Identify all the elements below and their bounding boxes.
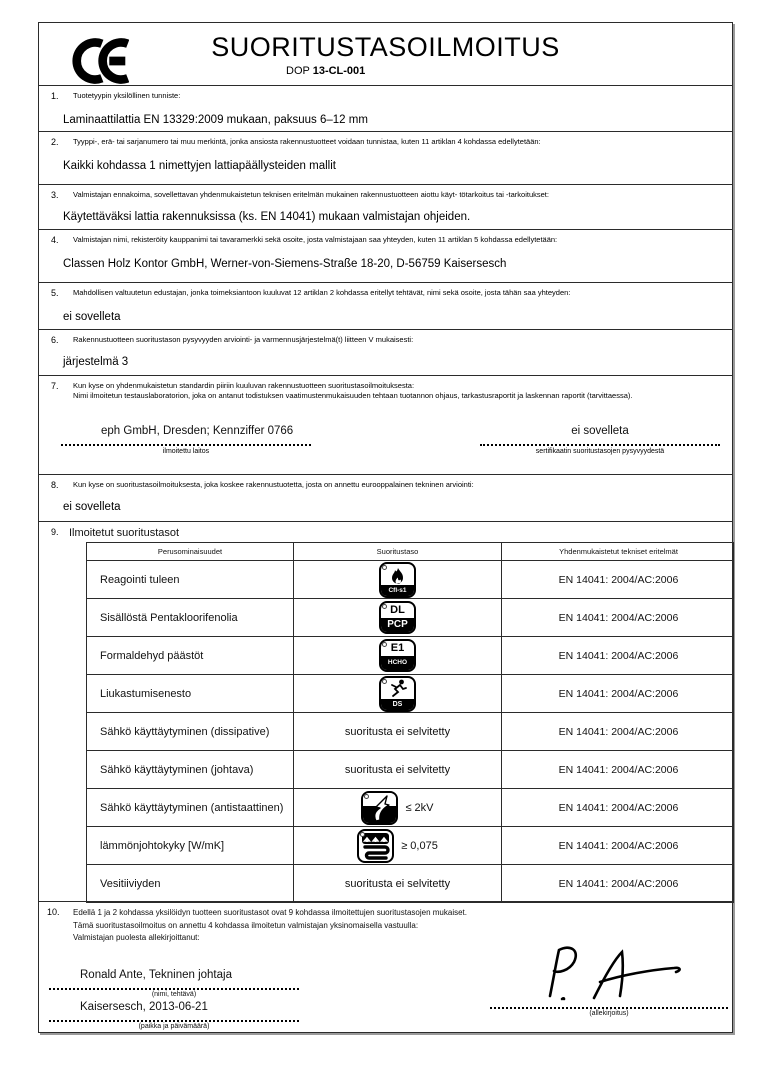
section-9 [39,521,732,901]
section-label: Mahdollisen valtuutetun edustajan, jonka toimeksiantoon kuuluvat 12 artiklan 2 kohdassa eritellyt tehtävät, nimi sekä osoite, josta tähän saa yhteyden: [73,288,571,297]
table-row [87,864,733,902]
table-row [87,788,733,826]
spec-cell: EN 14041: 2004/AC:2006 [501,789,735,826]
spec-cell: EN 14041: 2004/AC:2006 [501,637,735,674]
section-7 [39,375,732,474]
fire-rating-label: Cfl-s1 [381,585,414,596]
formaldehyde-icon-top-label: E1 [390,642,405,654]
performance-cell [293,561,501,598]
section-number: 6. [51,335,59,345]
column-header-characteristics: Perusominaisuudet [157,547,223,556]
notified-body-caption: ilmoitettu laitos [162,448,210,455]
section-4 [39,229,732,282]
pcp-content-icon [379,601,416,634]
characteristic-cell: Sisällöstä Pentakloorifenolia [100,611,238,624]
formaldehyde-icon-bottom-label: HCHO [381,656,414,670]
thermal-conductivity-icon [357,829,394,863]
dop-label: DOP [286,65,310,77]
performance-cell [293,827,501,864]
section-6 [39,329,732,375]
performance-cell: suoritusta ei selvitetty [293,865,501,902]
performance-cell [293,599,501,636]
dotted-line [61,437,311,446]
spec-cell: EN 14041: 2004/AC:2006 [501,561,735,598]
table-title: Ilmoitetut suoritustasot [69,527,180,539]
section-number: 3. [51,190,59,200]
notified-body-value: eph GmbH, Dresden; Kennziffer 0766 [101,425,294,437]
column-header-performance: Suoritustaso [293,543,501,560]
section-label: Kun kyse on yhdenmukaistetun standardin piiriin kuuluvan rakennustuotteen suoritustasoilmoituksesta: [73,381,415,390]
thermal-value: ≥ 0,075 [401,839,438,852]
signature-caption: (allekirjoitus) [589,1010,629,1017]
section-number: 8. [51,480,59,490]
table-row [87,560,733,598]
formaldehyde-class-icon [379,639,416,672]
column-header-specs: Yhdenmukaistetut tekniset eritelmät [501,543,735,560]
section-value: Laminaattilattia EN 13329:2009 mukaan, paksuus 6–12 mm [63,114,368,126]
spec-cell: EN 14041: 2004/AC:2006 [501,713,735,750]
table-row [87,636,733,674]
performance-cell [293,637,501,674]
performance-cell [293,789,501,826]
certificate-slot [480,425,720,455]
section-number: 7. [51,381,59,391]
section-8 [39,474,732,521]
signatory-block [49,969,299,1030]
slip-resistance-label: DS [381,699,414,710]
antistatic-icon [361,791,398,825]
section-number: 10. [47,907,60,917]
dotted-line [480,437,720,446]
performance-table [86,542,734,903]
spec-cell: EN 14041: 2004/AC:2006 [501,599,735,636]
spec-cell: EN 14041: 2004/AC:2006 [501,865,735,902]
document-header [39,23,732,85]
dotted-line [490,1000,728,1009]
fire-rating-icon [379,562,416,598]
characteristic-cell: lämmönjohtokyky [W/mK] [100,839,225,852]
section-value: järjestelmä 3 [63,356,129,368]
place-caption: (paikka ja päivämäärä) [138,1022,210,1030]
declaration-of-performance-document [38,22,733,1033]
table-row [87,750,733,788]
characteristic-cell: Sähkö käyttäytyminen (johtava) [100,763,254,776]
certificate-value: ei sovelleta [571,425,629,437]
section-label: Tyyppi-, erä- tai sarjanumero tai muu merkintä, jonka ansiosta rakennustuotteet voidaan tunnistaa, kuten 11 artiklan 4 kohdassa edellytetään: [73,137,541,146]
section-2 [39,131,732,184]
performance-cell: suoritusta ei selvitetty [293,751,501,788]
spec-cell: EN 14041: 2004/AC:2006 [501,675,735,712]
table-row [87,826,733,864]
spec-cell: EN 14041: 2004/AC:2006 [501,827,735,864]
antistatic-value: ≤ 2kV [405,801,434,814]
section-label: Kun kyse on suoritustasoilmoituksesta, joka koskee rakennustuotetta, josta on annettu eurooppalainen tekninen arviointi: [73,480,474,489]
characteristic-cell: Formaldehyd päästöt [100,649,204,662]
signatory-name: Ronald Ante, Tekninen johtaja [80,968,232,981]
section-number: 9. [51,527,59,537]
dotted-line [49,981,299,990]
section-10 [39,901,732,1034]
notified-body-slot [61,425,311,455]
place-and-date: Kaisersesch, 2013-06-21 [80,1000,208,1013]
declaration-line: Valmistajan puolesta allekirjoittanut: [73,933,200,942]
name-caption: (nimi, tehtävä) [151,990,197,998]
section-number: 2. [51,137,59,147]
declaration-line: Edellä 1 ja 2 kohdassa yksilöidyn tuotteen suoritustasot ovat 9 kohdassa ilmoitettujen suoritustasojen mukaiset. [73,908,467,917]
handwritten-signature [532,942,692,1006]
dotted-line [49,1013,299,1022]
pcp-icon-top-label: DL [390,604,405,616]
section-value: ei sovelleta [63,311,121,323]
characteristic-cell: Sähkö käyttäytyminen (antistaattinen) [100,801,284,814]
section-3 [39,184,732,229]
performance-cell: suoritusta ei selvitetty [293,713,501,750]
declaration-line: Tämä suoritustasoilmoitus on annettu 4 kohdassa ilmoitetun valmistajan yksinomaisella vastuulla: [73,920,419,930]
characteristic-cell: Vesitiiviyden [100,877,161,890]
table-header-row [87,543,733,560]
slip-resistance-icon [379,676,416,712]
characteristic-cell: Liukastumisenesto [100,687,192,700]
signature-slot [490,1000,728,1020]
section-number: 4. [51,235,59,245]
section-5 [39,282,732,329]
page-title: SUORITUSTASOILMOITUS [211,32,560,62]
section-label: Rakennustuotteen suoritustason pysyvyyden arviointi- ja varmennusjärjestelmä(t) liitteen V mukaisesti: [73,335,414,344]
section-label: Valmistajan nimi, rekisteröity kauppanimi tai tavaramerkki sekä osoite, josta valmistajaan saa yhteyden, kuten 11 artiklan 5 kohdassa edellytetään: [73,235,558,244]
section-value: Kaikki kohdassa 1 nimettyjen lattiapäällysteiden mallit [63,160,336,172]
section-label-2: Nimi ilmoitetun testauslaboratorion, joka on antanut todistuksen vaatimustenmukaisuuden tehtaan tuotannon ohjaus, tarkastusraportit ja laskennan raportit (tarvittaessa). [73,391,633,400]
certificate-caption: sertifikaatin suoritustasojen pysyvyydestä [535,448,665,455]
table-row [87,712,733,750]
section-value: Käytettäväksi lattia rakennuksissa (ks. EN 14041) mukaan valmistajan ohjeiden. [63,211,471,223]
characteristic-cell: Reagointi tuleen [100,573,180,586]
pcp-icon-bottom-label: PCP [381,618,414,632]
spec-cell: EN 14041: 2004/AC:2006 [501,751,735,788]
dop-number-line [286,65,732,77]
section-1 [39,85,732,131]
section-number: 1. [51,91,59,101]
performance-cell [293,675,501,712]
section-value: ei sovelleta [63,501,121,513]
characteristic-cell: Sähkö käyttäytyminen (dissipative) [100,725,270,738]
section-number: 5. [51,288,59,298]
section-label: Tuotetyypin yksilöllinen tunniste: [73,91,181,100]
section-label: Valmistajan ennakoima, sovellettavan yhdenmukaistetun teknisen eritelmän mukainen rakennustuotteen aiottu käyt- tötarkoitus tai -tarkoitukset: [73,190,549,199]
table-row [87,674,733,712]
table-row [87,598,733,636]
dop-number: 13-CL-001 [312,65,366,77]
section-value: Classen Holz Kontor GmbH, Werner-von-Siemens-Straße 18-20, D-56759 Kaisersesch [63,258,507,270]
